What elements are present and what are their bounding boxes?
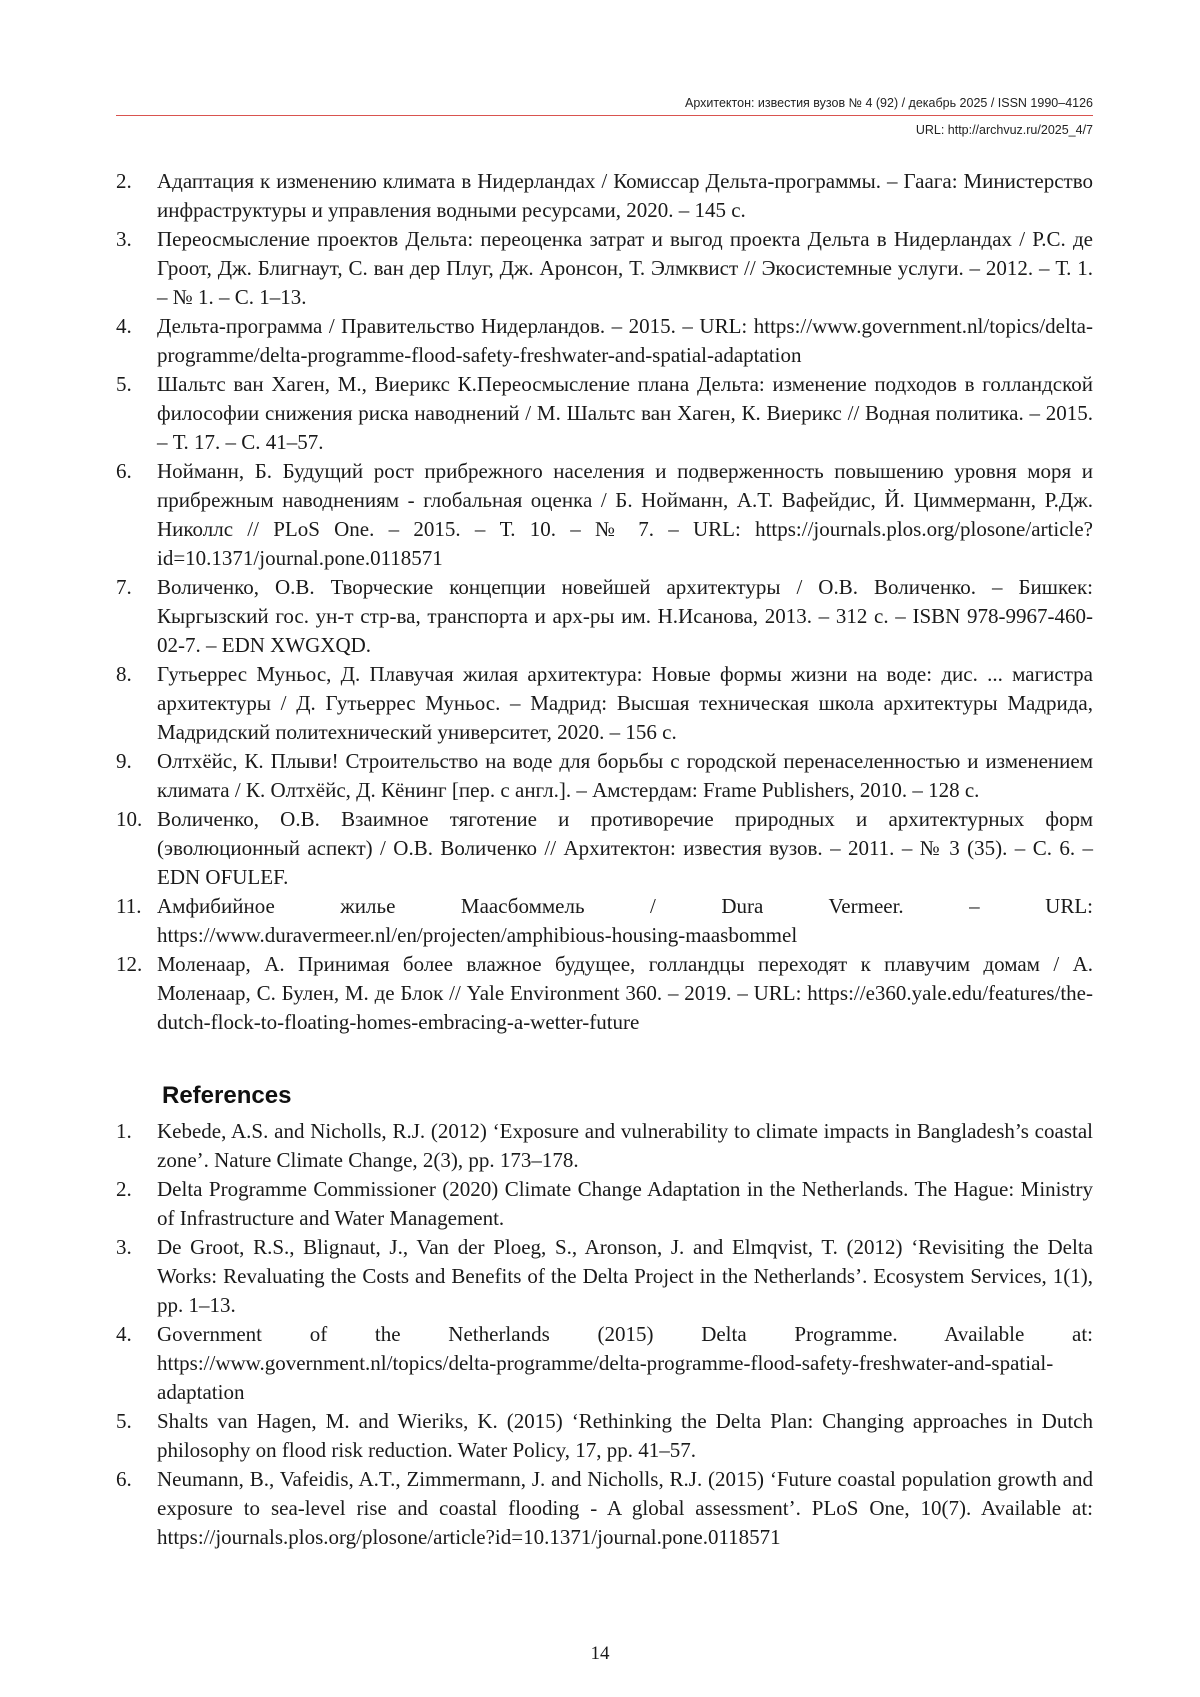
reference-number: 7. (116, 575, 132, 599)
reference-text: De Groot, R.S., Blignaut, J., Van der Ploeg, S., Aronson, J. and Elmqvist, T. (2012) ‘Revisiting the Delta Works: Revaluating the Costs and Benefits of the Delta Project in the Netherlands’. Ecosystem Services, 1(1), pp. 1–13. (157, 1235, 1093, 1317)
reference-number: 5. (116, 372, 132, 396)
reference-number: 8. (116, 662, 132, 686)
page-content (116, 167, 1093, 1552)
reference-text: Амфибийное жилье Маасбоммель / Dura Vermeer. – URL: https://www.duravermeer.nl/en/projecten/amphibious-housing-maasbommel (157, 894, 1093, 947)
reference-number: 6. (116, 459, 132, 483)
reference-text: Гутьеррес Муньос, Д. Плавучая жилая архитектура: Новые формы жизни на воде: дис. ... магистра архитектуры / Д. Гутьеррес Муньос. – Мадрид: Высшая техническая школа архитектуры Мадрида, Мадридский политехнический университет, 2020. – 156 с. (157, 662, 1093, 744)
reference-item (116, 1465, 1093, 1552)
references-heading: References (162, 1082, 292, 1109)
reference-text: Neumann, B., Vafeidis, A.T., Zimmermann, J. and Nicholls, R.J. (2015) ‘Future coastal population growth and exposure to sea-level rise and coastal flooding - A global assessment’. PLoS One, 10(7). Available at: https://journals.plos.org/plosone/article?id=10.1371/journal.pone.0118571 (157, 1467, 1093, 1549)
reference-item (116, 457, 1093, 573)
reference-item (116, 747, 1093, 805)
reference-text: Шальтс ван Хаген, М., Виерикс К.Переосмысление плана Дельта: изменение подходов в голландской философии снижения риска наводнений / М. Шальтс ван Хаген, К. Виерикс // Водная политика. – 2015. – Т. 17. – С. 41–57. (157, 372, 1093, 454)
reference-text: Воличенко, О.В. Творческие концепции новейшей архитектуры / О.В. Воличенко. – Бишкек: Кыргызский гос. ун-т стр-ва, транспорта и арх-ры им. Н.Исанова, 2013. – 312 с. – ISBN 978-9967-460-02-7. – EDN XWGXQD. (157, 575, 1093, 657)
reference-text: Government of the Netherlands (2015) Delta Programme. Available at: https://www.government.nl/topics/delta-programme/delta-programme-flood-safety-freshwater-and-spatial-adaptation (157, 1322, 1093, 1404)
reference-item (116, 1407, 1093, 1465)
reference-item (116, 805, 1093, 892)
reference-item (116, 167, 1093, 225)
reference-number: 2. (116, 1177, 132, 1201)
reference-item (116, 1175, 1093, 1233)
reference-text: Delta Programme Commissioner (2020) Climate Change Adaptation in the Netherlands. The Hague: Ministry of Infrastructure and Water Management. (157, 1177, 1093, 1230)
reference-number: 10. (116, 807, 143, 831)
reference-item (116, 1117, 1093, 1175)
reference-text: Kebede, A.S. and Nicholls, R.J. (2012) ‘Exposure and vulnerability to climate impacts in Bangladesh’s coastal zone’. Nature Climate Change, 2(3), pp. 173–178. (157, 1119, 1093, 1172)
reference-item (116, 312, 1093, 370)
reference-number: 12. (116, 952, 143, 976)
article-url-line: URL: http://archvuz.ru/2025_4/7 (915, 123, 1093, 137)
reference-item (116, 370, 1093, 457)
reference-item (116, 950, 1093, 1037)
reference-text: Олтхёйс, К. Плыви! Строительство на воде для борьбы с городской перенаселенностью и изменением климата / К. Олтхёйс, Д. Кёнинг [пер. с англ.]. – Амстердам: Frame Publishers, 2010. – 128 с. (157, 749, 1093, 802)
reference-text: Моленаар, А. Принимая более влажное будущее, голландцы переходят к плавучим домам / А. Моленаар, С. Булен, М. де Блок // Yale Environment 360. – 2019. – URL: https://e360.yale.edu/features/the-dutch-flock-to-floating-homes-embracing-a-wetter-future (157, 952, 1093, 1034)
reference-text: Дельта-программа / Правительство Нидерландов. – 2015. – URL: https://www.government.nl/topics/delta-programme/delta-programme-flood-safety-freshwater-and-spatial-adaptation (157, 314, 1093, 367)
page-number: 14 (590, 1643, 610, 1664)
reference-item (116, 1233, 1093, 1320)
reference-text: Нойманн, Б. Будущий рост прибрежного населения и подверженность повышению уровня моря и прибрежным наводнениям - глобальная оценка / Б. Нойманн, А.Т. Вафейдис, Й. Циммерманн, Р.Дж. Николлс // PLoS One. – 2015. – Т. 10. – № 7. – URL: https://journals.plos.org/plosone/article?id=10.1371/journal.pone.0118571 (157, 459, 1093, 570)
russian-reference-list (116, 167, 1093, 1037)
reference-number: 4. (116, 314, 132, 338)
reference-item (116, 1320, 1093, 1407)
reference-number: 6. (116, 1467, 132, 1491)
reference-number: 4. (116, 1322, 132, 1346)
page-header (116, 95, 1093, 138)
reference-text: Адаптация к изменению климата в Нидерландах / Комиссар Дельта-программы. – Гаага: Министерство инфраструктуры и управления водными ресурсами, 2020. – 145 с. (157, 169, 1093, 222)
reference-item (116, 892, 1093, 950)
reference-number: 3. (116, 1235, 132, 1259)
reference-text: Переосмысление проектов Дельта: переоценка затрат и выгод проекта Дельта в Нидерландах / Р.С. де Гроот, Дж. Блигнаут, С. ван дер Плуг, Дж. Аронсон, Т. Элмквист // Экосистемные услуги. – 2012. – Т. 1. – № 1. – С. 1–13. (157, 227, 1093, 309)
english-reference-list (116, 1117, 1093, 1552)
reference-text: Воличенко, О.В. Взаимное тяготение и противоречие природных и архитектурных форм (эволюционный аспект) / О.В. Воличенко // Архитектон: известия вузов. – 2011. – № 3 (35). – С. 6. – EDN OFULEF. (157, 807, 1093, 889)
reference-number: 11. (116, 894, 142, 918)
reference-number: 9. (116, 749, 132, 773)
reference-number: 2. (116, 169, 132, 193)
reference-number: 5. (116, 1409, 132, 1433)
reference-item (116, 573, 1093, 660)
reference-text: Shalts van Hagen, M. and Wieriks, K. (2015) ‘Rethinking the Delta Plan: Changing approaches in Dutch philosophy on flood risk reduction. Water Policy, 17, pp. 41–57. (157, 1409, 1093, 1462)
reference-number: 1. (116, 1119, 132, 1143)
reference-number: 3. (116, 227, 132, 251)
reference-item (116, 225, 1093, 312)
reference-item (116, 660, 1093, 747)
journal-issue-line: Архитектон: известия вузов № 4 (92) / декабрь 2025 / ISSN 1990–4126 (685, 96, 1093, 110)
